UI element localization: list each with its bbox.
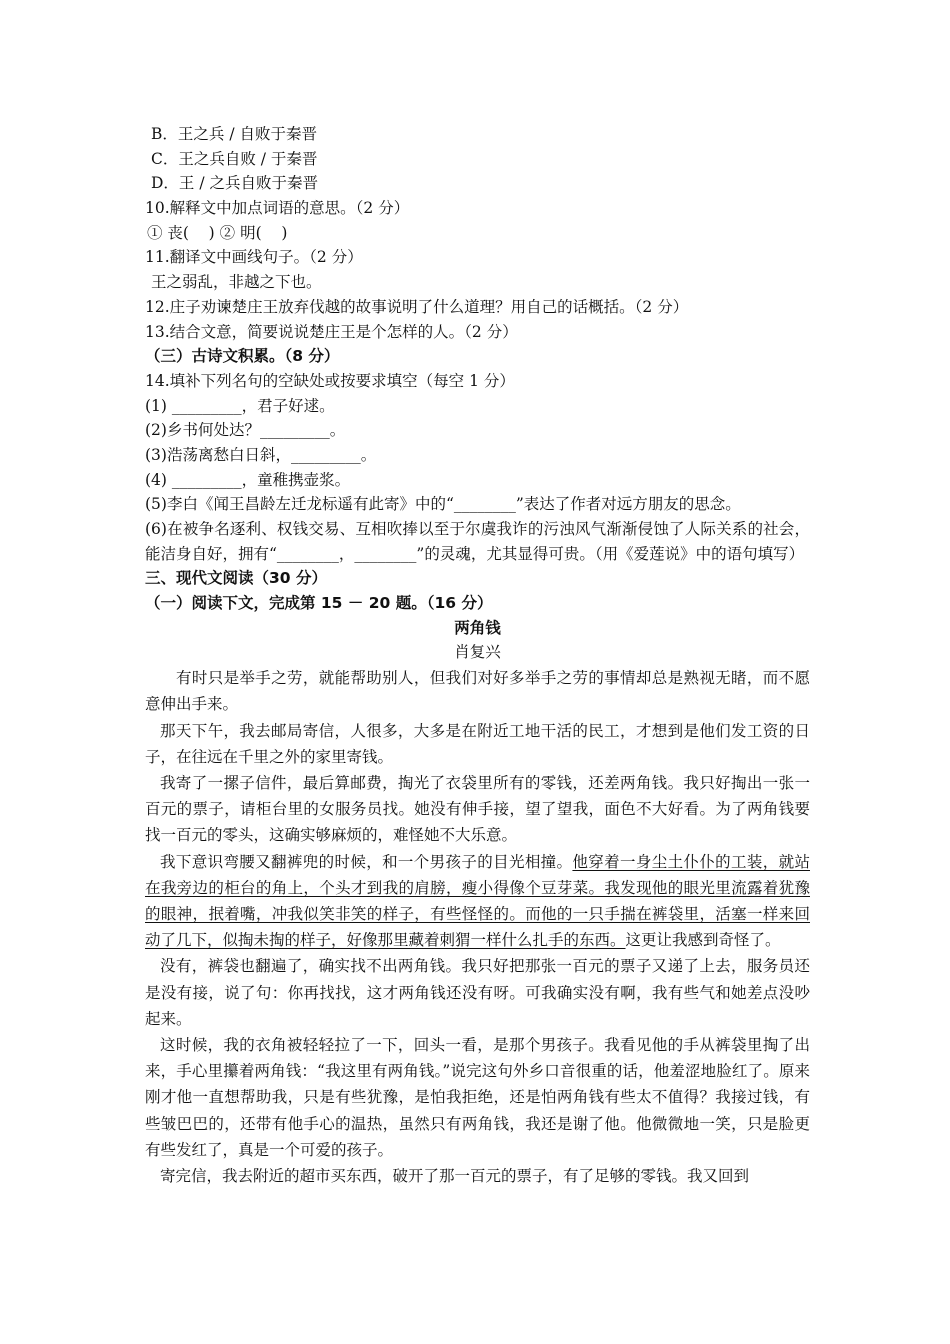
q14-item-4: (4) _________，童稚携壶浆。: [145, 470, 351, 489]
p4-intro: 我下意识弯腰又翻裤兜的时候，和一个男孩子的目光相撞。: [160, 852, 573, 871]
q11-prompt: 11.翻译文中画线句子。（2 分）: [145, 248, 363, 267]
q12-prompt: 12.庄子劝谏楚庄王放弃伐越的故事说明了什么道理？用自己的话概括。（2 分）: [145, 297, 689, 316]
article-paragraph-6: 这时候，我的衣角被轻轻拉了一下，回头一看，是那个男孩子。我看见他的手从裤袋里掏了出来，手心里攥着两角钱：“我这里有两角钱。”说完这句外乡口音很重的话，他羞涩地脸红了。原来刚才他一直想帮助我，只是有些犹豫，是怕我拒绝，还是怕两角钱有些太不值得？我接过钱，有些皱巴巴的，还带有他手心的温热，虽然只有两角钱，我还是谢了他。他微微地一笑，只是脸更有些发红了，真是一个可爱的孩子。: [145, 1036, 810, 1159]
q14-item-6: (6)在被争名逐利、权钱交易、互相吹捧以至于尔虞我诈的污浊风气渐渐侵蚀了人际关系的社会，能洁身自好，拥有“________，________”的灵魂，尤其显得可贵。（用《爱莲说》中的语句填写）: [145, 520, 810, 563]
q14-item-5: (5)李白《闻王昌龄左迁龙标遥有此寄》中的“________”表达了作者对远方朋友的思念。: [145, 495, 741, 514]
section-poetry-heading: （三）古诗文积累。（8 分）: [145, 347, 340, 366]
article-author: 肖复兴: [454, 643, 501, 662]
p4-underlined-passage: 他穿着一身尘土仆仆的工装，就站在我旁边的柜台的角上，个头才到我的肩膀，瘦小得像个豆芽菜。我发现他的眼光里流露着犹豫的眼神，抿着嘴，冲我似笑非笑的样子，有些怪怪的。而他的一只手揣在裤袋里，活塞一样来回动了几下，似掏未掏的样子，好像那里藏着刺猬一样什么扎手的东西。: [145, 852, 810, 950]
article-paragraph-2: 那天下午，我去邮局寄信，人很多，大多是在附近工地干活的民工，才想到是他们发工资的日子，在往远在千里之外的家里寄钱。: [145, 721, 810, 766]
q10-prompt: 10.解释文中加点词语的意思。（2 分）: [145, 199, 410, 218]
article-title: 两角钱: [454, 618, 501, 637]
q11-sentence: 王之弱乱，非越之下也。: [151, 273, 322, 292]
q9-option-c: C．王之兵自败 / 于秦晋: [151, 149, 318, 168]
q14-item-1: (1) _________，君子好逑。: [145, 396, 335, 415]
q9-option-d: D．王 / 之兵自败于秦晋: [151, 174, 319, 193]
article-paragraph-3: 我寄了一摞子信件，最后算邮费，掏光了衣袋里所有的零钱，还差两角钱。我只好掏出一张一百元的票子，请柜台里的女服务员找。她没有伸手接，望了望我，面色不大好看。为了两角钱要找一百元的零头，这确实够麻烦的，难怪她不大乐意。: [145, 774, 810, 845]
q14-item-3: (3)浩荡离愁白日斜，_________。: [145, 445, 377, 464]
p4-ending: 这更让我感到奇怪了。: [625, 931, 781, 950]
article-paragraph-1: 有时只是举手之劳，就能帮助别人，但我们对好多举手之劳的事情却总是熟视无睹，而不愿意伸出手来。: [145, 669, 810, 714]
article-paragraph-4: [145, 849, 810, 954]
section-modern-heading: 三、现代文阅读（30 分）: [145, 569, 327, 588]
q14-item-2: (2)乡书何处达？_________。: [145, 421, 346, 440]
reading1-prompt: （一）阅读下文，完成第 15 － 20 题。（16 分）: [145, 594, 493, 613]
article-paragraph-7: 寄完信，我去附近的超市买东西，破开了那一百元的票子，有了足够的零钱。我又回到: [160, 1167, 750, 1186]
exam-page: [145, 122, 810, 1189]
article-paragraph-5: 没有，裤袋也翻遍了，确实找不出两角钱。我只好把那张一百元的票子又递了上去，服务员还是没有接，说了句：你再找找，这才两角钱还没有呀。可我确实没有啊，我有些气和她差点没吵起来。: [145, 957, 810, 1028]
q13-prompt: 13.结合文意，简要说说楚庄王是个怎样的人。（2 分）: [145, 322, 518, 341]
q9-option-b: B．王之兵 / 自败于秦晋: [151, 125, 317, 143]
q14-prompt: 14.填补下列名句的空缺处或按要求填空（每空 1 分）: [145, 371, 515, 390]
q10-items: ① 丧( ) ② 明( ): [147, 223, 288, 242]
